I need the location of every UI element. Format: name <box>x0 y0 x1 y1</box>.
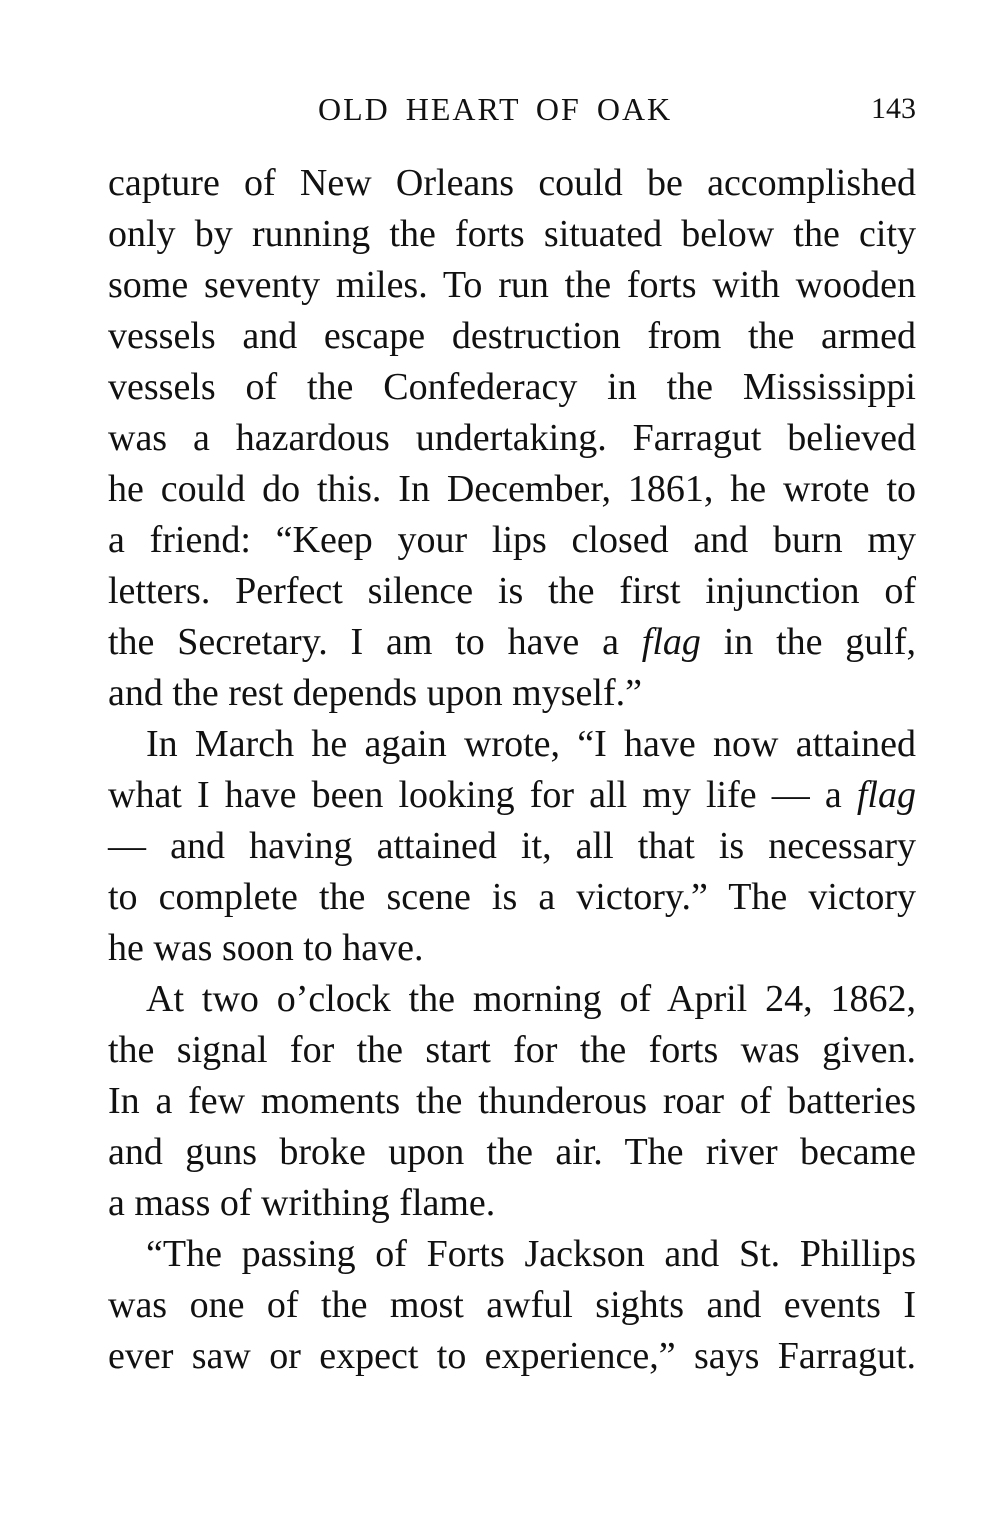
text-line: At two o’clock the morning of April 24, 1862, <box>146 978 916 1020</box>
text-line: some seventy miles. To run the forts with wooden <box>108 264 916 306</box>
text-line: the signal for the start for the forts was given. <box>108 1029 916 1071</box>
text-line: ever saw or expect to experience,” says Farragut. <box>108 1335 916 1377</box>
text-line: he was soon to have. <box>108 927 424 969</box>
text-line: was a hazardous undertaking. Farragut believed <box>108 417 916 459</box>
page-number: 143 <box>871 92 916 125</box>
text-line: only by running the forts situated below the city <box>108 213 916 255</box>
text-line: a friend: “Keep your lips closed and burn my <box>108 519 916 561</box>
italic-word: flag <box>856 774 916 816</box>
running-head <box>108 86 916 132</box>
italic-word: flag <box>641 621 701 663</box>
text-line: In March he again wrote, “I have now attained <box>146 723 916 765</box>
text-line: was one of the most awful sights and events I <box>108 1284 916 1326</box>
text-line: capture of New Orleans could be accomplished <box>108 162 916 204</box>
text-line: a mass of writhing flame. <box>108 1182 496 1224</box>
text-line: vessels and escape destruction from the armed <box>108 315 916 357</box>
text-segment: the Secretary. I am to have a <box>108 621 642 663</box>
text-line: vessels of the Confederacy in the Mississippi <box>108 366 916 408</box>
text-segment: what I have been looking for all my life — a <box>108 774 857 816</box>
text-line: In a few moments the thunderous roar of batteries <box>108 1080 916 1122</box>
text-line: “The passing of Forts Jackson and St. Phillips <box>146 1233 916 1275</box>
text-line <box>108 617 916 668</box>
body-text <box>108 158 916 1382</box>
text-line: — and having attained it, all that is necessary <box>108 825 916 867</box>
running-title: OLD HEART OF OAK <box>318 91 673 127</box>
text-line: and guns broke upon the air. The river became <box>108 1131 916 1173</box>
text-line: he could do this. In December, 1861, he wrote to <box>108 468 916 510</box>
text-segment: in the gulf, <box>700 621 917 663</box>
text-line: letters. Perfect silence is the first injunction of <box>108 570 916 612</box>
text-line <box>108 770 916 821</box>
text-line: and the rest depends upon myself.” <box>108 672 642 714</box>
text-line: to complete the scene is a victory.” The victory <box>108 876 916 918</box>
